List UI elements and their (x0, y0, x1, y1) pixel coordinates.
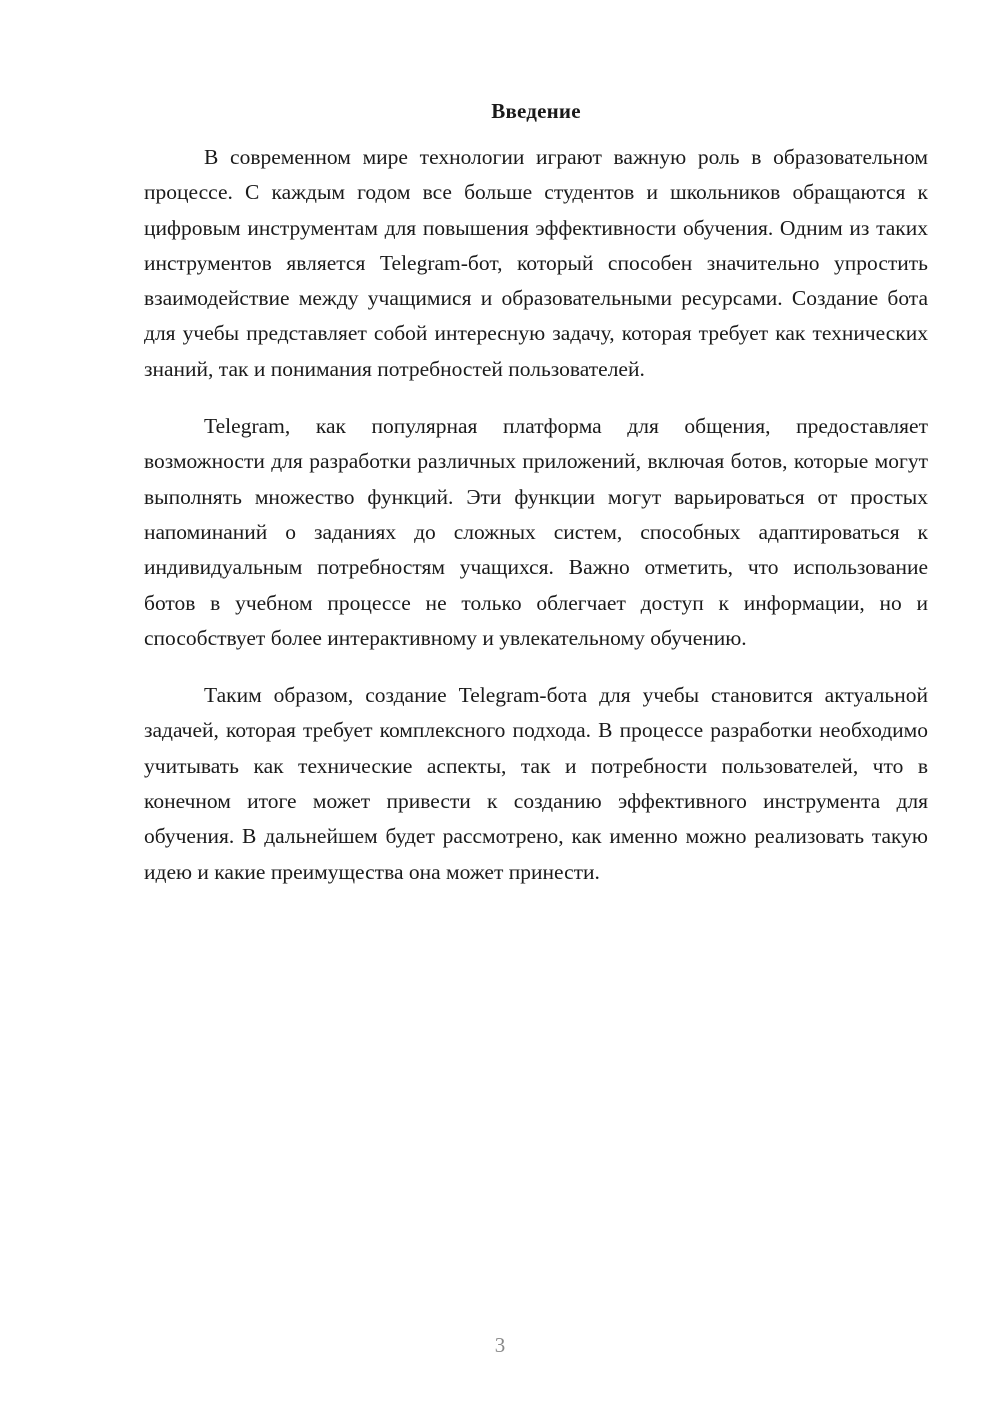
section-title: Введение (491, 99, 581, 123)
paragraph-1: В современном мире технологии играют важную роль в образовательном процессе. С каждым годом все больше студентов и школьников обращаются к цифровым инструментам для повышения эффективности обучения. Одним из таких инструментов является Telegram-бот, который способен значительно упростить взаимодействие между учащимися и образовательными ресурсами. Создание бота для учебы представляет собой интересную задачу, которая требует как технических знаний, так и понимания потребностей пользователей. (144, 145, 928, 381)
paragraph-2: Telegram, как популярная платформа для общения, предоставляет возможности для разработки различных приложений, включая ботов, которые могут выполнять множество функций. Эти функции могут варьироваться от простых напоминаний о заданиях до сложных систем, способных адаптироваться к индивидуальным потребностям учащихся. Важно отметить, что использование ботов в учебном процессе не только облегчает доступ к информации, но и способствует более интерактивному и увлекательному обучению. (144, 414, 928, 650)
page-content (144, 96, 928, 912)
page-number: 3 (494, 1333, 506, 1357)
paragraph-3: Таким образом, создание Telegram-бота для учебы становится актуальной задачей, которая требует комплексного подхода. В процессе разработки необходимо учитывать как технические аспекты, так и потребности пользователей, что в конечном итоге может привести к созданию эффективного инструмента для обучения. В дальнейшем будет рассмотрено, как именно можно реализовать такую идею и какие преимущества она может принести. (144, 683, 928, 884)
